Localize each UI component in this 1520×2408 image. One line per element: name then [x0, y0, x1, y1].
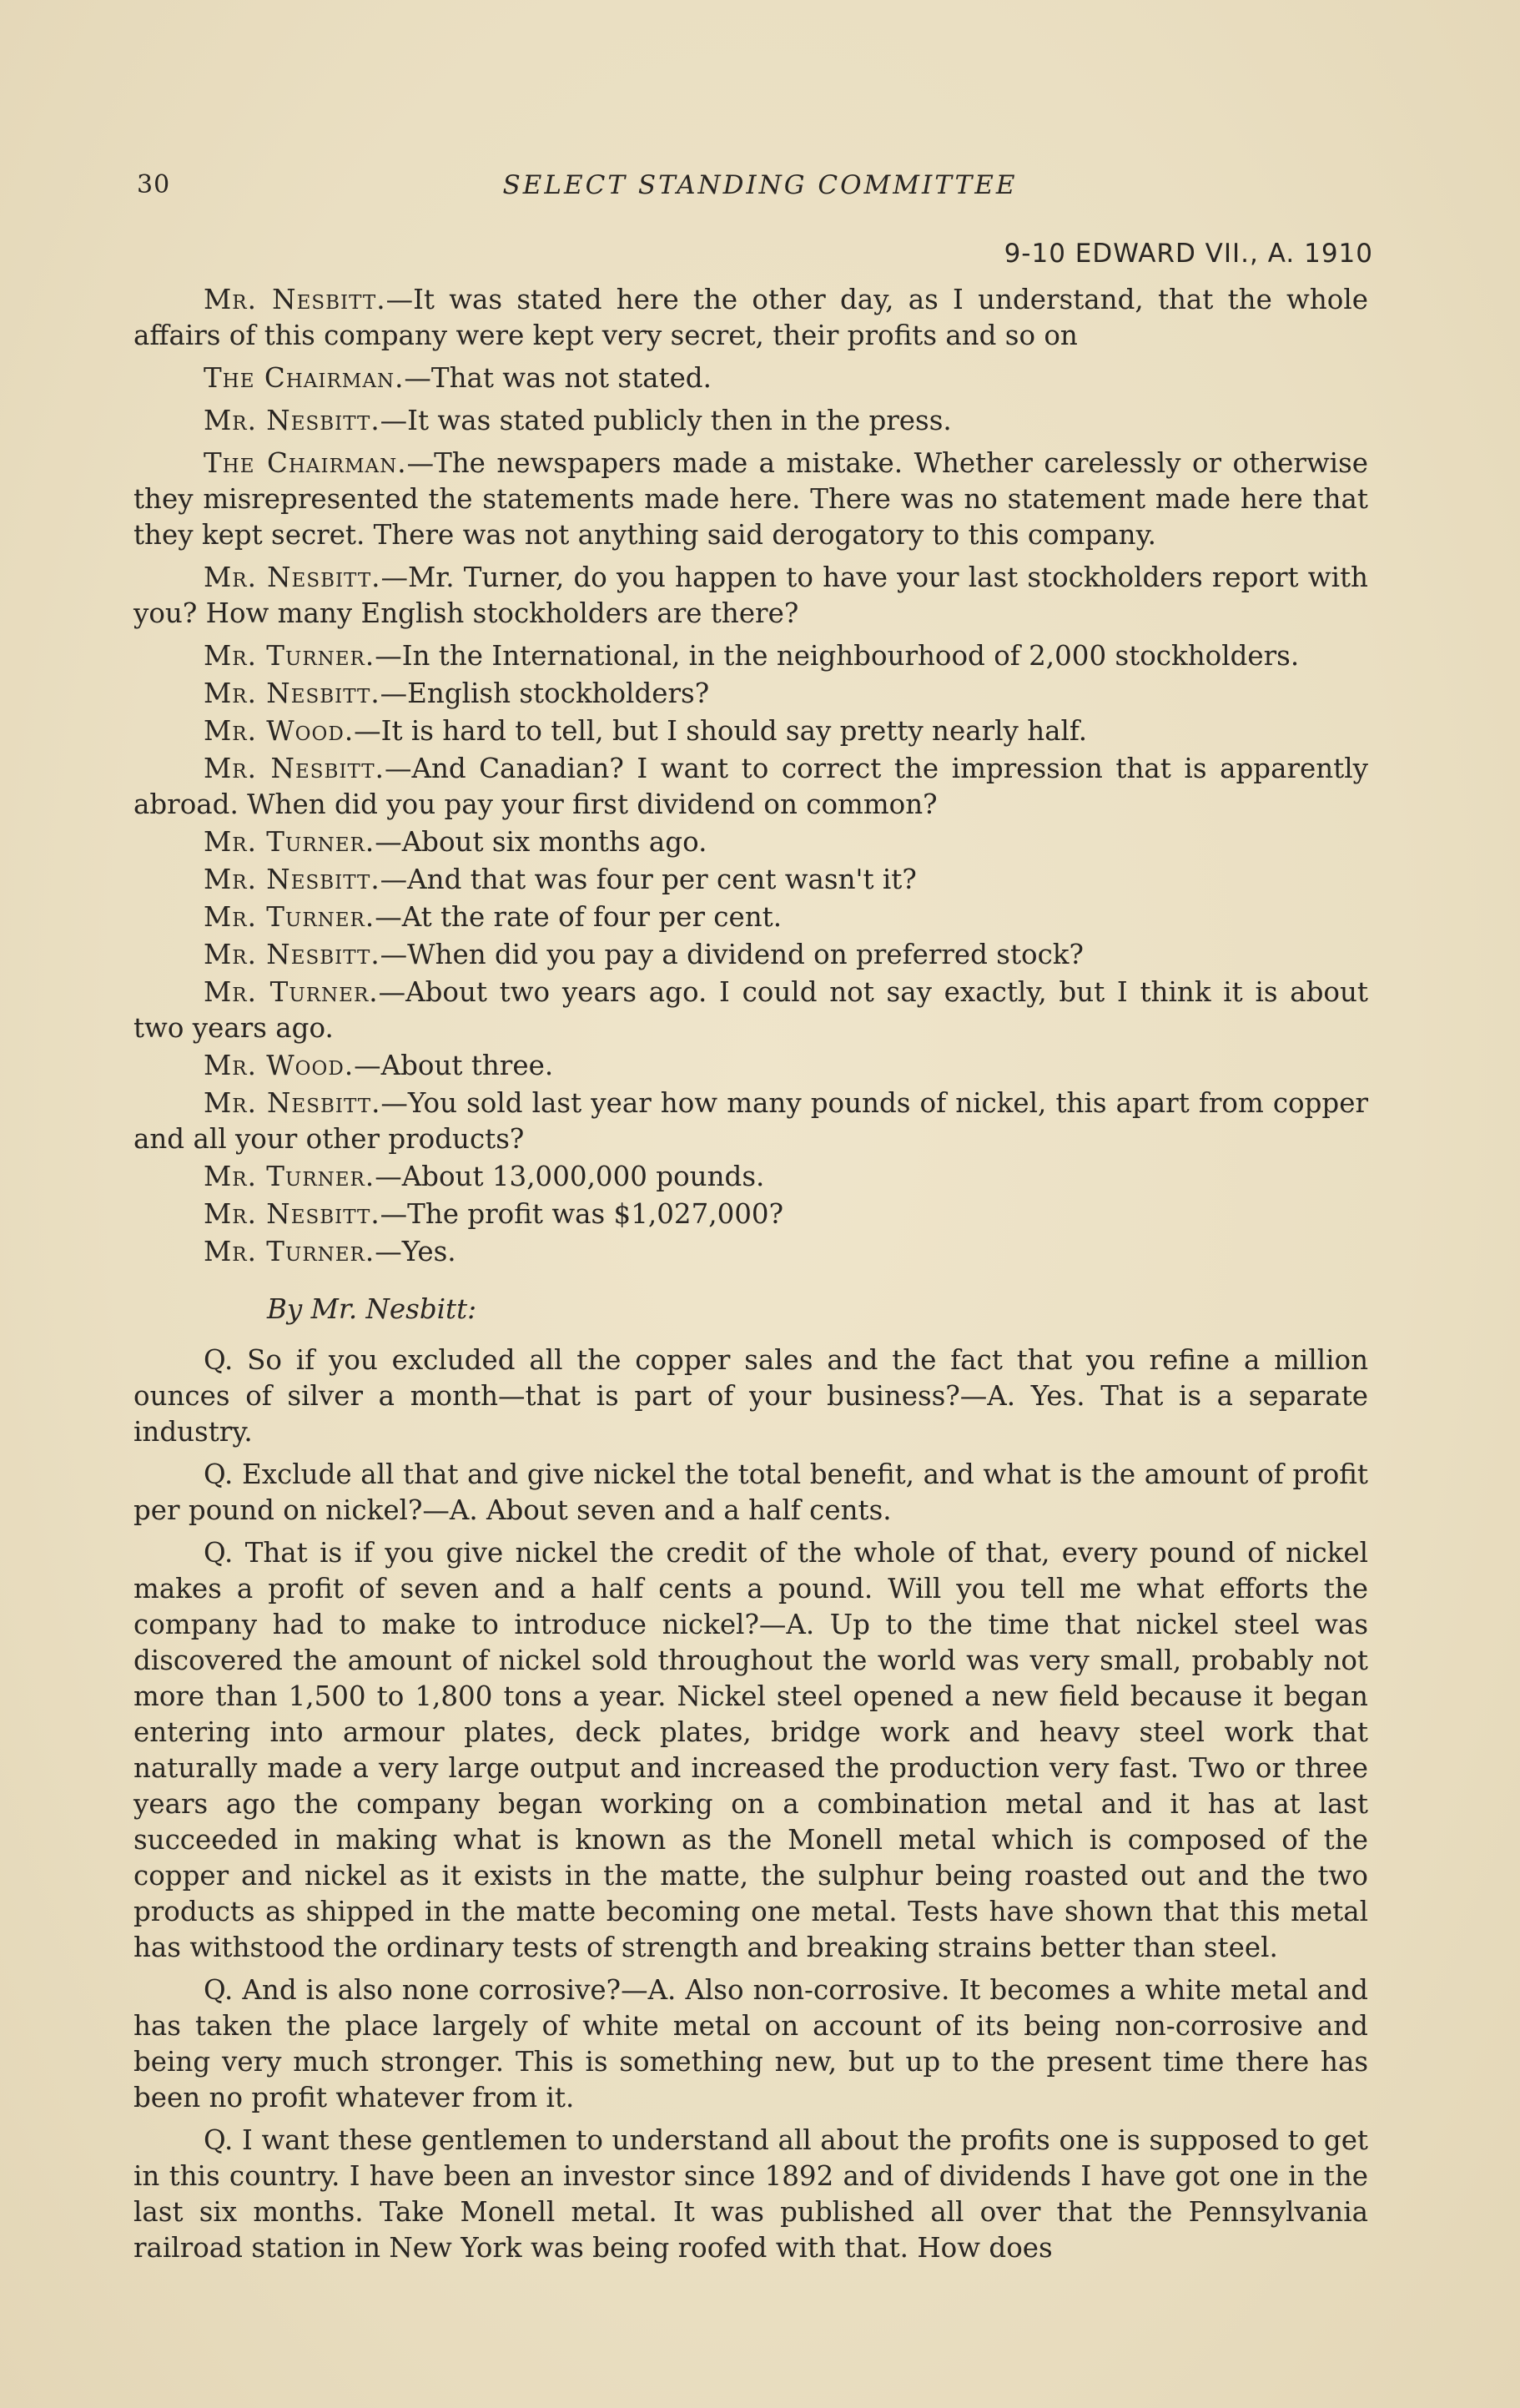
speech-text: —Mr. Turner, do you happen to have your last stockholders report with you? How many English stockholders are there? [133, 562, 1368, 629]
dialogue-paragraph [133, 751, 1368, 823]
dialogue-paragraph [133, 937, 1368, 973]
question-answer-paragraph: Q. So if you excluded all the copper sales and the fact that you refine a million ounces of silver a month—that is part of your business?—A. Yes. That is a separate industry. [133, 1344, 1368, 1448]
dialogue-paragraph [133, 1234, 1368, 1270]
speaker-name: Mr. Turner. [204, 1236, 375, 1267]
speech-text: —You sold last year how many pounds of nickel, this apart from copper and all your other products? [133, 1087, 1369, 1155]
speaker-name: Mr. Turner. [204, 1161, 375, 1192]
speech-text: —About 13,000,000 pounds. [375, 1161, 765, 1192]
dialogue-paragraph [133, 1159, 1368, 1195]
speaker-name: Mr. Wood. [204, 1050, 355, 1081]
speaker-name: Mr. Turner. [204, 640, 375, 672]
speaker-name: Mr. Nesbitt. [204, 753, 385, 784]
speaker-name: Mr. Turner. [204, 976, 379, 1008]
speaker-name: The Chairman. [204, 447, 407, 479]
speaker-name: Mr. Turner. [204, 826, 375, 858]
question-answer-paragraph: Q. Exclude all that and give nickel the total benefit, and what is the amount of profit per pound on nickel?—A. About seven and a half cents. [133, 1458, 1368, 1526]
speaker-name: Mr. Nesbitt. [204, 1087, 381, 1119]
speaker-name: Mr. Nesbitt. [204, 405, 380, 436]
dialogue-paragraph [133, 446, 1368, 553]
speech-text: —About two years ago. I could not say exactly, but I think it is about two years ago. [133, 976, 1368, 1044]
question-answer-paragraph: Q. And is also none corrosive?—A. Also non-corrosive. It becomes a white metal and has taken the place largely of white metal on account of its being non-corrosive and being very much stronger. This is something new, but up to the present time there has been no profit whatever from it. [133, 1974, 1368, 2113]
speaker-name: Mr. Nesbitt. [204, 284, 386, 315]
speech-text: —And that was four per cent wasn't it? [380, 864, 917, 895]
dialogue-paragraph [133, 676, 1368, 712]
speech-text: —In the International, in the neighbourhood of 2,000 stockholders. [375, 640, 1300, 672]
speech-text: —The newspapers made a mistake. Whether carelessly or otherwise they misrepresented the statements made here. There was no statement made here that they kept secret. There was not anything said derogatory to this company. [133, 447, 1368, 551]
speech-text: —When did you pay a dividend on preferred stock? [380, 939, 1084, 970]
running-title: SELECT STANDING COMMITTEE [502, 170, 1018, 200]
dialogue-paragraph [133, 899, 1368, 935]
speech-text: —And Canadian? I want to correct the impression that is apparently abroad. When did you pay your first dividend on common? [133, 753, 1369, 820]
question-answer-paragraph: Q. That is if you give nickel the credit of the whole of that, every pound of nickel makes a profit of seven and a half cents a pound. Will you tell me what efforts the company had to make to introduce nickel?—A. Up to the time that nickel steel was discovered the amount of nickel sold throughout the world was very small, probably not more than 1,500 to 1,800 tons a year. Nickel steel opened a new field because it began entering into armour plates, deck plates, bridge work and heavy steel work that naturally made a very large output and increased the production very fast. Two or three years ago the company began working on a combination metal and it has at last succeeded in making what is known as the Monell metal which is composed of the copper and nickel as it exists in the matte, the sulphur being roasted out and the two products as shipped in the matte becoming one metal. Tests have shown that this metal has withstood the ordinary tests of strength and breaking strains better than steel. [133, 1537, 1368, 1963]
page-number: 30 [137, 170, 171, 199]
speech-text: —That was not stated. [404, 362, 712, 394]
speech-text: —At the rate of four per cent. [375, 901, 783, 933]
examination-subheading: By Mr. Nesbitt: [267, 1293, 477, 1325]
speaker-name: Mr. Nesbitt. [204, 864, 380, 895]
dialogue-paragraph [133, 638, 1368, 674]
session-mark: 9-10 EDWARD VII., A. 1910 [1004, 239, 1373, 269]
speech-text: —The profit was $1,027,000? [380, 1198, 784, 1230]
speaker-name: Mr. Turner. [204, 901, 375, 933]
dialogue-paragraph [133, 975, 1368, 1046]
speech-text: —It is hard to tell, but I should say pretty nearly half. [354, 715, 1088, 747]
dialogue-paragraph [133, 824, 1368, 860]
speech-text: —It was stated here the other day, as I understand, that the whole affairs of this company were kept very secret, their profits and so on [133, 284, 1369, 351]
speaker-name: The Chairman. [204, 362, 405, 394]
speaker-name: Mr. Nesbitt. [204, 678, 380, 709]
speech-text: —About six months ago. [375, 826, 707, 858]
dialogue-paragraph [133, 1048, 1368, 1084]
speech-text: —It was stated publicly then in the press. [380, 405, 952, 436]
speech-text: —Yes. [375, 1236, 456, 1267]
question-answer-paragraph: Q. I want these gentlemen to understand all about the profits one is supposed to get in this country. I have been an investor since 1892 and of dividends I have got one in the last six months. Take Monell metal. It was published all over that the Pennsylvania railroad station in New York was being roofed with that. How does [133, 2124, 1368, 2264]
dialogue-paragraph [133, 403, 1368, 439]
dialogue-paragraph [133, 1086, 1368, 1157]
body-text [133, 282, 1368, 2273]
dialogue-paragraph [133, 360, 1368, 396]
speech-text: —About three. [354, 1050, 554, 1081]
speech-text: —English stockholders? [380, 678, 710, 709]
dialogue-paragraph [133, 282, 1368, 354]
speaker-name: Mr. Nesbitt. [204, 562, 381, 593]
dialogue-paragraph [133, 862, 1368, 898]
dialogue-paragraph [133, 560, 1368, 632]
dialogue-paragraph [133, 1196, 1368, 1232]
dialogue-paragraph [133, 713, 1368, 749]
speaker-name: Mr. Wood. [204, 715, 355, 747]
speaker-name: Mr. Nesbitt. [204, 1198, 380, 1230]
speaker-name: Mr. Nesbitt. [204, 939, 380, 970]
